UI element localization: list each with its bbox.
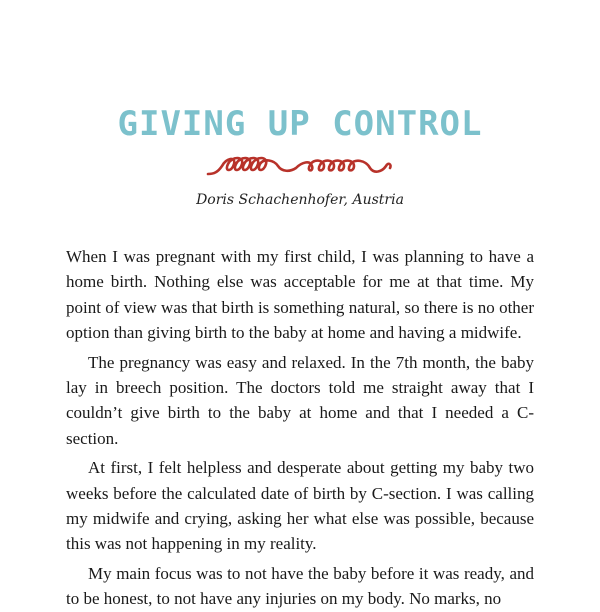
paragraph: My main focus was to not have the baby before it was ready, and to be honest, to not have any injuries on my body. No marks, no [66,563,534,609]
paragraph: The pregnancy was easy and relaxed. In the 7th month, the baby lay in breech position. The doctors told me straight away that I couldn’t give birth to the baby at home and that I needed a C-section. [66,352,534,448]
chapter-title: GIVING UP CONTROL [117,104,483,144]
red-loop-flourish-icon [206,152,394,180]
paragraph: At first, I felt helpless and desperate about getting my baby two weeks before the calculated date of birth by C-section. I was calling my midwife and crying, asking her what else was possible, because this was not happening in my reality. [66,458,534,554]
author-byline: Doris Schachenhofer, Austria [196,192,404,208]
paragraph: When I was pregnant with my first child, I was planning to have a home birth. Nothing else was acceptable for me at that time. My point of view was that birth is something natural, so there is no other option than giving birth to the baby at home and having a midwife. [66,247,534,343]
story-body [66,244,534,612]
